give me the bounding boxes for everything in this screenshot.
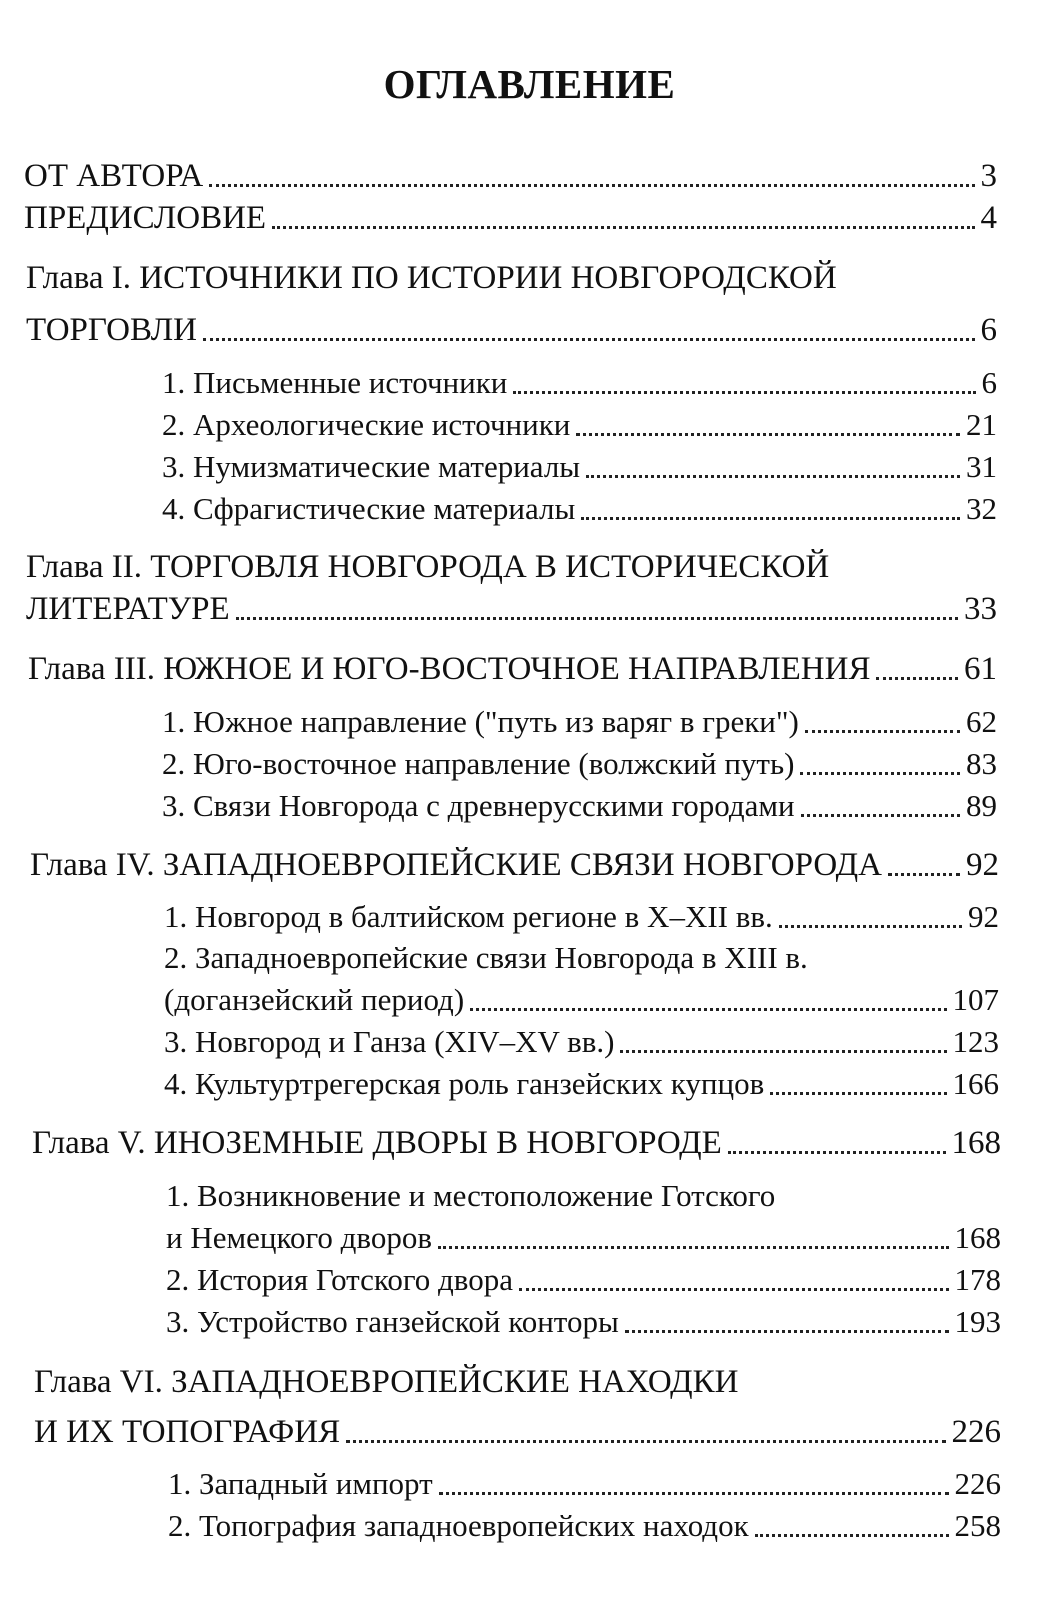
dot-leader <box>800 772 960 775</box>
toc-chapter-5[interactable] <box>32 1117 1001 1161</box>
dot-leader <box>728 1151 946 1154</box>
toc-page-number: 226 <box>954 1466 1001 1501</box>
toc-section-5-1[interactable] <box>166 1212 1001 1256</box>
toc-page-number: 193 <box>954 1304 1001 1339</box>
toc-label: и Немецкого дворов <box>166 1220 432 1255</box>
toc-label: 2. Археологические источники <box>162 407 571 442</box>
toc-chapter-1[interactable] <box>26 304 997 348</box>
toc-label: 1. Южное направление ("путь из варяг в греки") <box>162 704 799 739</box>
toc-label: 4. Культуртрегерская роль ганзейских купцов <box>164 1066 765 1101</box>
toc-label: 2. Юго-восточное направление (волжский путь) <box>162 746 795 781</box>
toc-page-number: 107 <box>952 982 999 1017</box>
toc-page-number: 92 <box>968 899 999 934</box>
toc-label: 4. Сфрагистические материалы <box>162 491 576 526</box>
toc-section-6-1[interactable] <box>168 1458 1001 1502</box>
toc-page-number: 83 <box>966 746 997 781</box>
toc-section-1-3[interactable] <box>162 441 997 485</box>
dot-leader <box>346 1440 945 1443</box>
toc-label: Глава III. ЮЖНОЕ И ЮГО-ВОСТОЧНОЕ НАПРАВЛЕНИЯ <box>28 651 871 687</box>
toc-chapter-3[interactable] <box>28 643 997 687</box>
dot-leader <box>888 873 960 876</box>
toc-section-1-4[interactable] <box>162 483 997 527</box>
toc-page-number: 3 <box>980 158 997 194</box>
dot-leader <box>203 338 975 341</box>
toc-label: ПРЕДИСЛОВИЕ <box>24 200 267 236</box>
dot-leader <box>779 925 962 928</box>
toc-section-5-1-heading[interactable]: 1. Возникновение и местоположение Готского <box>166 1178 776 1213</box>
toc-page-number: 21 <box>966 407 997 442</box>
toc-entry-preface[interactable] <box>24 192 997 236</box>
toc-chapter-6-heading[interactable]: Глава VI. ЗАПАДНОЕВРОПЕЙСКИЕ НАХОДКИ <box>34 1364 739 1400</box>
toc-label: 3. Связи Новгорода с древнерусскими городами <box>162 788 795 823</box>
toc-label: ОТ АВТОРА <box>24 158 204 194</box>
toc-page-number: 6 <box>980 312 997 348</box>
toc-page-number: 178 <box>954 1262 1001 1297</box>
toc-section-4-2-heading[interactable]: 2. Западноевропейские связи Новгорода в XIII в. <box>164 940 808 975</box>
toc-chapter-2-heading[interactable]: Глава II. ТОРГОВЛЯ НОВГОРОДА В ИСТОРИЧЕСКОЙ <box>26 549 830 585</box>
dot-leader <box>581 517 960 520</box>
toc-label: (доганзейский период) <box>164 982 465 1017</box>
page-title: ОГЛАВЛЕНИЕ <box>383 61 676 107</box>
toc-chapter-6[interactable] <box>34 1406 1001 1450</box>
toc-section-3-2[interactable] <box>162 738 997 782</box>
toc-page-number: 89 <box>966 788 997 823</box>
dot-leader <box>625 1330 949 1333</box>
dot-leader <box>805 730 960 733</box>
toc-section-4-2[interactable] <box>164 974 999 1018</box>
toc-chapter-1-heading[interactable]: Глава I. ИСТОЧНИКИ ПО ИСТОРИИ НОВГОРОДСКОЙ <box>26 260 837 296</box>
toc-section-3-3[interactable] <box>162 780 997 824</box>
dot-leader <box>586 475 960 478</box>
dot-leader <box>272 226 974 229</box>
toc-section-4-4[interactable] <box>164 1058 999 1102</box>
toc-label: 1. Западный импорт <box>168 1466 433 1501</box>
dot-leader <box>770 1092 946 1095</box>
toc-section-5-3[interactable] <box>166 1296 1001 1340</box>
toc-label: ТОРГОВЛИ <box>26 312 197 348</box>
toc-label: 2. История Готского двора <box>166 1262 513 1297</box>
toc-page-number: 258 <box>954 1508 1001 1543</box>
toc-label: 3. Устройство ганзейской конторы <box>166 1304 619 1339</box>
toc-label: ЛИТЕРАТУРЕ <box>26 591 230 627</box>
toc-entry-from-author[interactable] <box>24 150 997 194</box>
toc-page-number: 168 <box>951 1125 1001 1161</box>
toc-page-number: 33 <box>964 591 997 627</box>
dot-leader <box>576 433 960 436</box>
toc-section-3-1[interactable] <box>162 696 997 740</box>
toc-page-number: 92 <box>966 847 999 883</box>
dot-leader <box>236 617 958 620</box>
toc-label: 3. Новгород и Ганза (XIV–XV вв.) <box>164 1024 615 1059</box>
toc-page-number: 123 <box>952 1024 999 1059</box>
toc-section-4-1[interactable] <box>164 891 999 935</box>
toc-label: Глава V. ИНОЗЕМНЫЕ ДВОРЫ В НОВГОРОДЕ <box>32 1125 722 1161</box>
toc-page-number: 4 <box>980 200 997 236</box>
dot-leader <box>519 1288 949 1291</box>
dot-leader <box>620 1050 946 1053</box>
toc-page-number: 31 <box>966 449 997 484</box>
dot-leader <box>470 1008 946 1011</box>
toc-label: 1. Новгород в балтийском регионе в X–XII вв. <box>164 899 773 934</box>
toc-label: 1. Письменные источники <box>162 365 508 400</box>
toc-section-1-1[interactable] <box>162 357 997 401</box>
toc-label: 2. Топография западноевропейских находок <box>168 1508 749 1543</box>
toc-label: 3. Нумизматические материалы <box>162 449 581 484</box>
toc-page-number: 62 <box>966 704 997 739</box>
toc-page-number: 61 <box>964 651 997 687</box>
dot-leader <box>209 184 974 187</box>
toc-page-number: 168 <box>954 1220 1001 1255</box>
toc-chapter-2[interactable] <box>26 583 997 627</box>
dot-leader <box>801 814 960 817</box>
toc-label: И ИХ ТОПОГРАФИЯ <box>34 1414 341 1450</box>
toc-page-number: 6 <box>981 365 997 400</box>
dot-leader <box>755 1534 949 1537</box>
toc-page-number: 226 <box>951 1414 1001 1450</box>
dot-leader <box>439 1492 949 1495</box>
toc-chapter-4[interactable] <box>30 839 999 883</box>
dot-leader <box>513 391 975 394</box>
toc-page-number: 166 <box>952 1066 999 1101</box>
toc-section-6-2[interactable] <box>168 1500 1001 1544</box>
toc-label: Глава IV. ЗАПАДНОЕВРОПЕЙСКИЕ СВЯЗИ НОВГОРОДА <box>30 847 882 883</box>
dot-leader <box>438 1246 949 1249</box>
toc-section-5-2[interactable] <box>166 1254 1001 1298</box>
toc-section-4-3[interactable] <box>164 1016 999 1060</box>
dot-leader <box>876 677 958 680</box>
toc-page-number: 32 <box>966 491 997 526</box>
toc-section-1-2[interactable] <box>162 399 997 443</box>
